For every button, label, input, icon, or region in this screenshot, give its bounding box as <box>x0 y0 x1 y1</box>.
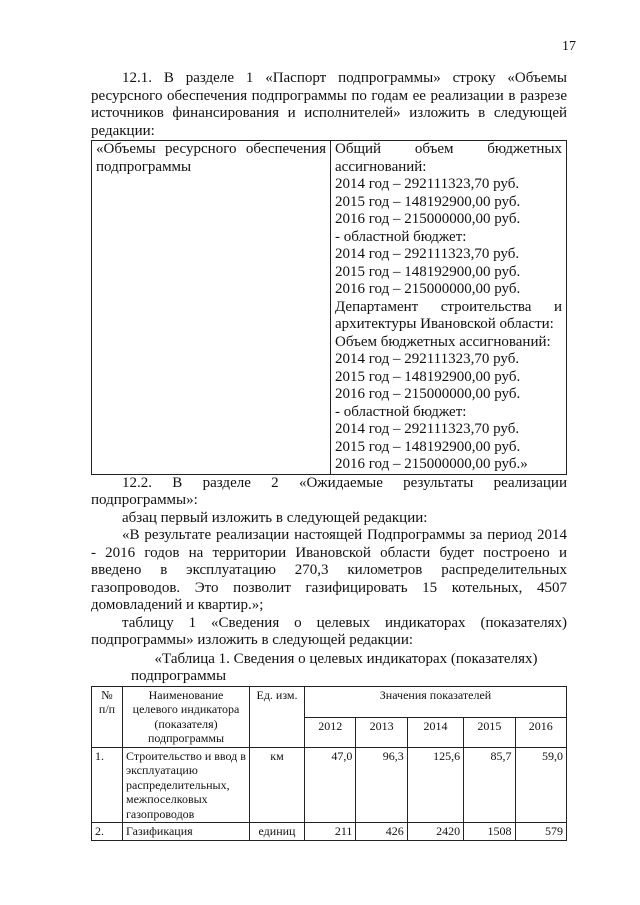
row-unit: км <box>250 747 305 823</box>
section-12-2-heading-cont: подпрограммы»: <box>91 492 198 508</box>
results-quote-paragraph: «В результате реализации настоящей Подпрограммы за период 2014 - 2016 годов на территории Ивановской области будет построено и введено в эксплуатацию 270,3 километров распределительных газопроводов. Это позволит газифицировать 15 котельных, 4507 домовладений и квартир.»; <box>91 527 567 613</box>
value-line: Департамент строительства и <box>335 298 562 315</box>
value-line: 2015 год – 148192900,00 руб. <box>335 368 521 385</box>
resource-support-label-text: «Объемы ресурсного обеспечения подпрограммы <box>96 141 326 175</box>
row-value: 125,6 <box>407 747 463 823</box>
document-body <box>91 70 567 841</box>
table-row <box>92 747 567 823</box>
value-line: 2015 год – 148192900,00 руб. <box>335 193 521 210</box>
row-indicator-name: Газификация <box>123 823 250 841</box>
value-line: Объем бюджетных ассигнований: <box>335 333 551 350</box>
header-year: 2013 <box>356 717 407 747</box>
header-values: Значения показателей <box>305 686 567 717</box>
header-year: 2012 <box>305 717 356 747</box>
row-value: 426 <box>356 823 407 841</box>
row-value: 85,7 <box>464 747 515 823</box>
value-line: 2015 год – 148192900,00 руб. <box>335 263 521 280</box>
value-line: - областной бюджет: <box>335 403 467 420</box>
header-year: 2016 <box>515 717 566 747</box>
row-value: 1508 <box>464 823 515 841</box>
value-line: 2014 год – 292111323,70 руб. <box>335 351 520 367</box>
table-row <box>92 141 567 475</box>
row-value: 47,0 <box>305 747 356 823</box>
value-line: 2014 год – 292111323,70 руб. <box>335 176 520 192</box>
row-value: 59,0 <box>515 747 566 823</box>
value-line: Общий объем бюджетных <box>335 141 562 157</box>
header-unit: Ед. изм. <box>250 686 305 747</box>
header-num: № п/п <box>92 686 123 747</box>
row-value: 96,3 <box>356 747 407 823</box>
resource-support-values <box>331 141 567 475</box>
value-line: архитектуры Ивановской области: <box>335 316 554 332</box>
resource-support-table <box>91 140 567 475</box>
row-value: 211 <box>305 823 356 841</box>
value-line: 2014 год – 292111323,70 руб. <box>335 421 520 437</box>
value-line: ассигнований: <box>335 158 427 175</box>
row-value: 2420 <box>407 823 463 841</box>
value-line: 2016 год – 215000000,00 руб. <box>335 211 521 227</box>
value-line: 2016 год – 215000000,00 руб.» <box>335 456 528 472</box>
abzac-paragraph: абзац первый изложить в следующей редакции: <box>122 509 428 526</box>
value-line: 2016 год – 215000000,00 руб. <box>335 281 521 297</box>
page-number: 17 <box>562 39 576 54</box>
row-num: 1. <box>92 747 123 823</box>
row-unit: единиц <box>250 823 305 841</box>
row-value: 579 <box>515 823 566 841</box>
row-num: 2. <box>92 823 123 841</box>
table-header-row <box>92 686 567 717</box>
table-title: «Таблица 1. Сведения о целевых индикаторах (показателях) подпрограммы <box>131 650 538 684</box>
header-year: 2014 <box>407 717 463 747</box>
header-year: 2015 <box>464 717 515 747</box>
value-line: 2016 год – 215000000,00 руб. <box>335 386 521 402</box>
header-indicator-name: Наименование целевого индикатора (показателя) подпрограммы <box>123 686 250 747</box>
value-line: - областной бюджет: <box>335 228 467 245</box>
table-row <box>92 823 567 841</box>
resource-support-label <box>92 141 331 475</box>
indicators-table <box>91 686 567 841</box>
value-line: 2014 год – 292111323,70 руб. <box>335 246 520 262</box>
section-12-1-paragraph: 12.1. В разделе 1 «Паспорт подпрограммы» строку «Объемы ресурсного обеспечения подпрограммы по годам ее реализации в разрезе источников финансирования и исполнителей» изложить в следующей редакции: <box>91 70 567 139</box>
table-intro-paragraph: таблицу 1 «Сведения о целевых индикаторах (показателях) подпрограммы» изложить в следующей редакции: <box>91 614 567 648</box>
value-line: 2015 год – 148192900,00 руб. <box>335 438 521 455</box>
section-12-2-heading: 12.2. В разделе 2 «Ожидаемые результаты реализации <box>122 474 567 491</box>
row-indicator-name: Строительство и ввод в эксплуатацию распределительных, межпоселковых газопроводов <box>123 747 250 823</box>
